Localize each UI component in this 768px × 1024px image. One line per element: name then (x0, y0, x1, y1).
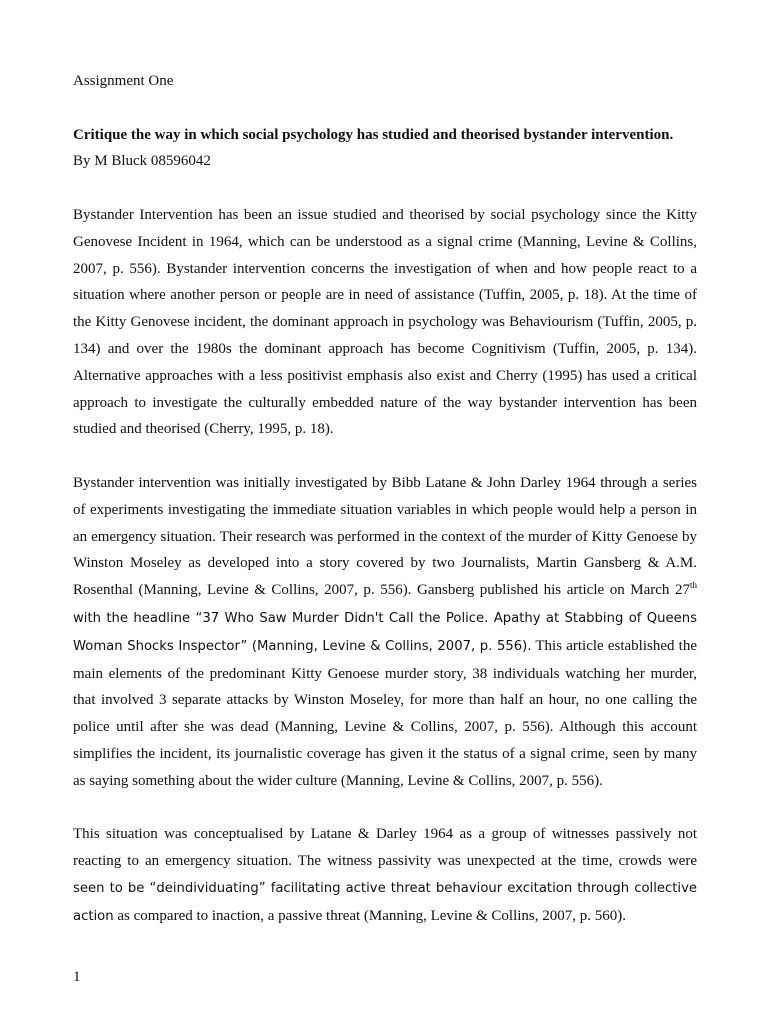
paragraph-2-text-c: This article established the main elements of the predominant Kitty Genoese murder story, 38 individuals watching her murder, that involved 3 separate attacks by Winston Moseley, for more than half an hour, no one calling the police until after she was dead (Manning, Levine & Collins, 2007, p. 556). Although this account simplifies the incident, its journalistic coverage has given it the status of a signal crime, seen by many as saying something about the wider culture (Manning, Levine & Collins, 2007, p. 556). (73, 637, 697, 789)
spacer (73, 95, 697, 122)
paragraph-3-text-c: as compared to inaction, a passive threat (Manning, Levine & Collins, 2007, p. 560). (113, 907, 626, 924)
author-byline: By M Bluck 08596042 (73, 153, 211, 170)
headline-quote: with the headline “37 Who Saw Murder Didn't Call the Police. Apathy at Stabbing of Queens Woman Shocks Inspector” (Manning, Levine & Collins, 2007, p. 556). (73, 610, 697, 654)
page-number: 1 (73, 969, 81, 985)
ordinal-suffix: th (689, 580, 697, 591)
paragraph-3-text-b: seen to be “deindividuating” facilitating active threat behaviour excitation through collective action (73, 880, 697, 924)
paragraph-2 (73, 470, 697, 795)
spacer (73, 175, 697, 202)
spacer (73, 443, 697, 470)
document-title: Critique the way in which social psychology has studied and theorised bystander intervention. (73, 126, 674, 143)
paragraph-2-text-a: Bystander intervention was initially investigated by Bibb Latane & John Darley 1964 through a series of experiments investigating the immediate situation variables in which people would help a person in an emergency situation. Their research was performed in the context of the murder of Kitty Genoese by Winston Moseley as developed into a story covered by two Journalists, Martin Gansberg & A.M. Rosenthal (Manning, Levine & Collins, 2007, p. 556). Gansberg published his article on March 27 (73, 474, 697, 599)
paragraph-3 (73, 821, 697, 930)
paragraph-1: Bystander Intervention has been an issue studied and theorised by social psychology since the Kitty Genovese Incident in 1964, which can be understood as a signal crime (Manning, Levine & Collins, 2007, p. 556). Bystander intervention concerns the investigation of when and how people react to a situation where another person or people are in need of assistance (Tuffin, 2005, p. 18). At the time of the Kitty Genovese incident, the dominant approach in psychology was Behaviourism (Tuffin, 2005, p. 134) and over the 1980s the dominant approach has become Cognitivism (Tuffin, 2005, p. 134). Alternative approaches with a less positivist emphasis also exist and Cherry (1995) has used a critical approach to investigate the culturally embedded nature of the way bystander intervention has been studied and theorised (Cherry, 1995, p. 18). (73, 206, 697, 438)
paragraph-3-text-a: This situation was conceptualised by Latane & Darley 1964 as a group of witnesses passively not reacting to an emergency situation. The witness passivity was unexpected at the time, crowds were (73, 826, 697, 870)
spacer (73, 795, 697, 822)
assignment-label: Assignment One (73, 73, 174, 89)
document-body (73, 68, 697, 931)
